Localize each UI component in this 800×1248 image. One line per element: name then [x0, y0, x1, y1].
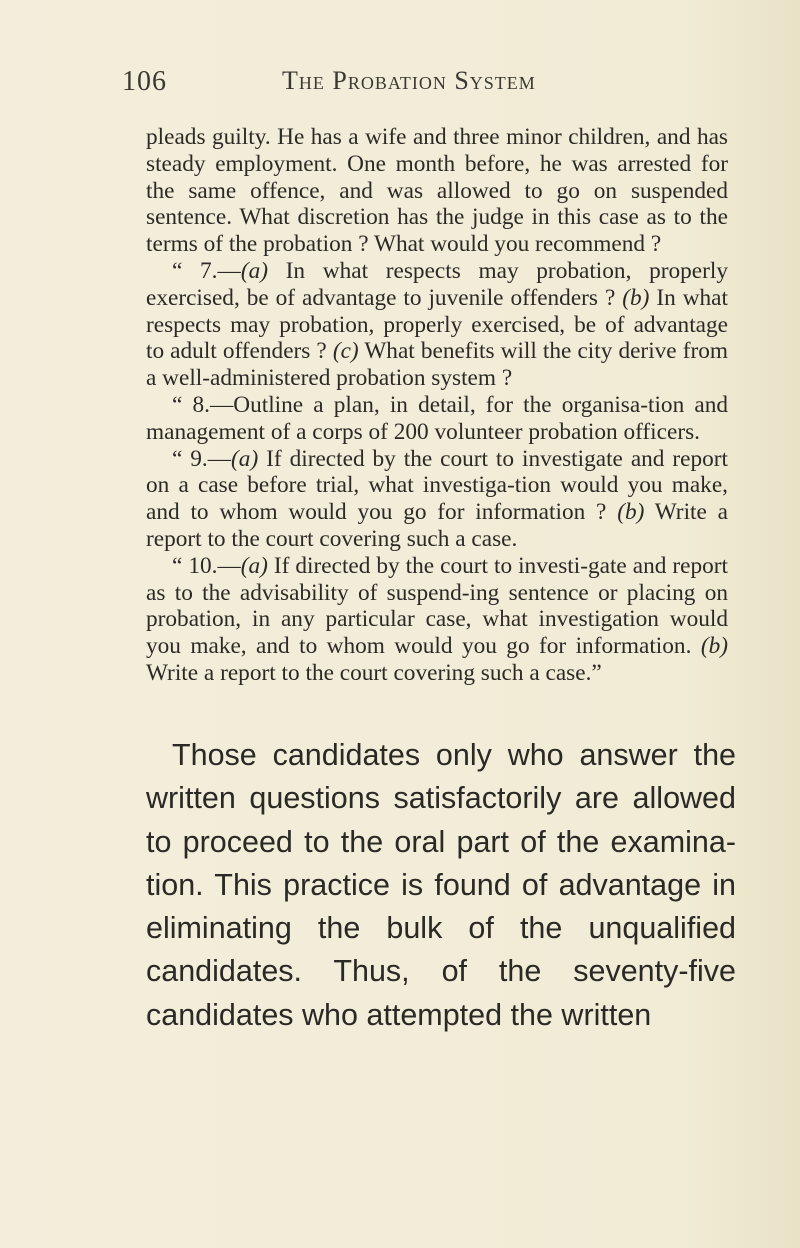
question-9-part-b: Write a report to the court covering such a case.: [146, 499, 728, 552]
question-10-number: “ 10.—: [172, 552, 241, 579]
question-9: [146, 446, 728, 553]
question-9-part-a: If directed by the court to investigate and report on a case before trial, what investiga-tion would you make, and to whom would you go for information ?: [146, 445, 729, 526]
page-header: [122, 66, 722, 106]
question-8: “ 8.—Outline a plan, in detail, for the organisa-tion and management of a corps of 200 volunteer probation officers.: [146, 391, 728, 445]
body-paragraph: Those candidates only who answer the written questions satisfactorily are allowed to proceed to the oral part of the examina-tion. This practice is found of advantage in eliminating the bulk of the unqualified candidates. Thus, of the seventy-five candidates who attempted the written: [146, 738, 736, 1032]
examination-questions: [146, 124, 728, 687]
question-7-part-c: What benefits will the city derive from a well-administered probation system ?: [146, 338, 728, 392]
question-7-part-a: In what respects may probation, properly exercised, be of advantage to juvenile offenders ?: [146, 257, 729, 311]
question-7-part-a-mark: (a): [240, 257, 268, 284]
question-10-part-b: Write a report to the court covering such a case.”: [146, 659, 602, 686]
question-7-number: “ 7.—: [172, 257, 241, 284]
question-10-part-a-mark: (a): [240, 552, 268, 579]
running-title: The Probation System: [282, 66, 536, 95]
question-7: [146, 258, 728, 392]
question-7-part-c-mark: (c): [332, 338, 359, 365]
body-text: [146, 734, 736, 1037]
question-10-part-b-mark: (b): [700, 633, 728, 660]
question-9-number: “ 9.—: [172, 445, 232, 472]
question-6-continuation: pleads guilty. He has a wife and three minor children, and has steady employment. One month before, he was arrested for the same offence, and was allowed to go on suspended sentence. What discretion has the judge in this case as to the terms of the probation ? What would you recommend ?: [146, 124, 728, 258]
question-9-part-a-mark: (a): [231, 445, 259, 472]
question-9-part-b-mark: (b): [617, 499, 645, 526]
page-number: 106: [122, 66, 167, 97]
question-10: [146, 553, 728, 687]
question-10-part-a: If directed by the court to investi-gate and report as to the advisability of suspend-ing sentence or placing on probation, in any particular case, what investigation would you make, and to whom would you go for information.: [146, 552, 728, 660]
question-7-part-b: In what respects may probation, properly exercised, be of advantage to adult offenders ?: [146, 284, 728, 365]
question-7-part-b-mark: (b): [622, 284, 650, 311]
